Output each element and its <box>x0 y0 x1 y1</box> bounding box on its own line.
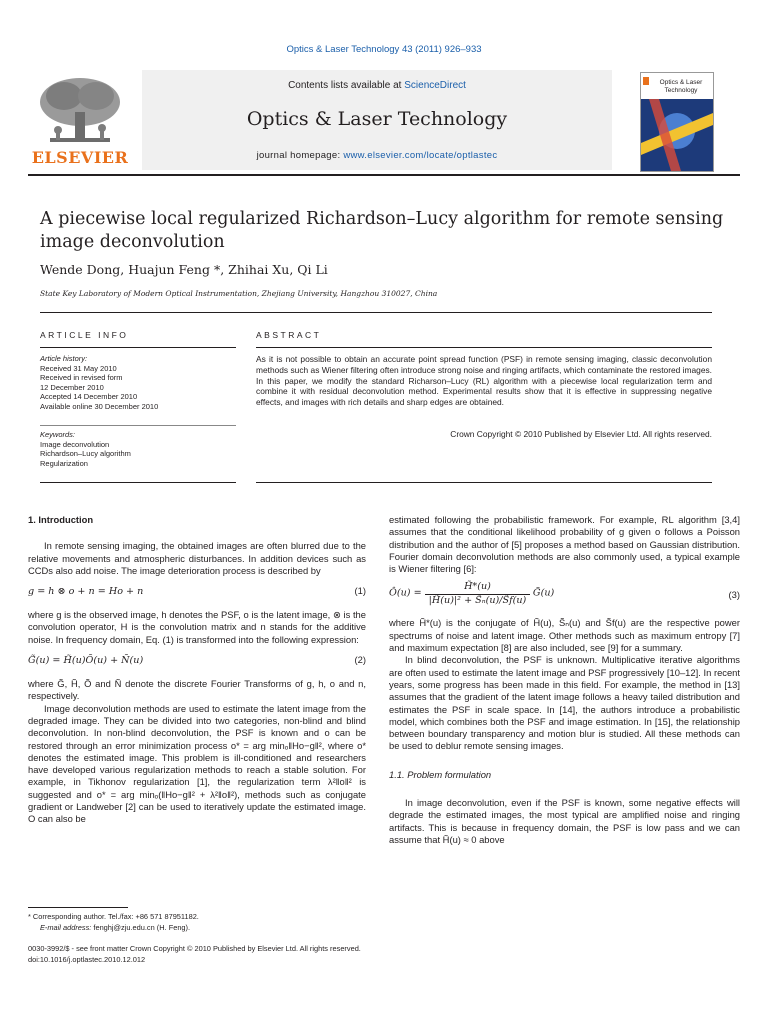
article-history <box>40 354 240 412</box>
email-note: E-mail address: fenghj@zju.edu.cn (H. Feng). <box>40 923 191 932</box>
copyright-line: Crown Copyright © 2010 Published by Elsevier Ltd. All rights reserved. <box>450 429 712 439</box>
info-divider <box>40 347 236 348</box>
abstract-heading: ABSTRACT <box>256 330 322 340</box>
doi-link[interactable]: doi:10.1016/j.optlastec.2010.12.012 <box>28 955 146 964</box>
contents-line: Contents lists available at ScienceDirect <box>288 80 466 91</box>
journal-title: Optics & Laser Technology <box>246 108 508 130</box>
abstract-bottom-divider <box>256 482 712 483</box>
keywords <box>40 430 240 468</box>
paragraph: where H̃*(u) is the conjugate of H̃(u), S̃ₙ(u) and S̃f(u) are the respective power spectrums of noise and latent image. Other methods such as maximum entropy [7] and maximum expectation [8] are also included, see [9] for a summary. <box>389 617 740 654</box>
homepage-link[interactable]: www.elsevier.com/locate/optlastec <box>343 150 498 161</box>
author-list: Wende Dong, Huajun Feng *, Zhihai Xu, Qi Li <box>40 262 328 277</box>
abstract-divider <box>256 347 712 348</box>
corresponding-author-note: * Corresponding author. Tel./fax: +86 571 87951182. <box>28 912 199 921</box>
elsevier-wordmark: ELSEVIER <box>31 148 129 167</box>
cover-title: Optics & Laser Technology <box>659 79 703 94</box>
equation-2-number: (2) <box>354 654 366 666</box>
equation-2-body: G̃(u) = H̃(u)Õ(u) + Ñ(u) <box>28 655 144 667</box>
equation-1-number: (1) <box>354 585 366 597</box>
footnote-divider <box>28 907 128 908</box>
issn-line: 0030-3992/$ - see front matter Crown Copyright © 2010 Published by Elsevier Ltd. All rights reserved. <box>28 944 361 953</box>
history-item: Received in revised form <box>40 373 123 383</box>
history-item: Received 31 May 2010 <box>40 363 117 373</box>
history-label: Article history: <box>40 354 88 363</box>
keyword-item: Regularization <box>40 458 88 468</box>
author-email[interactable]: fenghj@zju.edu.cn (H. Feng). <box>93 923 191 932</box>
keyword-item: Image deconvolution <box>40 439 110 449</box>
equation-1-body: g = h ⊗ o + n = Ho + n <box>28 586 144 598</box>
subsection-heading: 1.1. Problem formulation <box>389 768 492 780</box>
article-info-heading: ARTICLE INFO <box>40 330 129 340</box>
equation-3-denominator: |H̃(u)|² + S̃ₙ(u)/S̃f(u) <box>428 594 527 606</box>
header-divider <box>28 174 740 176</box>
homepage-line: journal homepage: www.elsevier.com/locate/optlastec <box>256 150 498 161</box>
keyword-item: Richardson–Lucy algorithm <box>40 449 131 459</box>
journal-reference[interactable]: Optics & Laser Technology 43 (2011) 926–933 <box>286 44 482 55</box>
affiliation: State Key Laboratory of Modern Optical Instrumentation, Zhejiang University, Hangzhou 310027, China <box>40 289 438 298</box>
equation-3-rhs: G̃(u) <box>532 588 555 600</box>
history-item: Available online 30 December 2010 <box>40 401 159 411</box>
paragraph: where g is the observed image, h denotes the PSF, o is the latent image, ⊗ is the convolution operator, H is the convolution matrix and n stands for the additive noise. In frequency domain, Eq. (1) is transformed into the following expression: <box>28 609 366 645</box>
history-item: 12 December 2010 <box>40 382 104 392</box>
equation-3-numerator: H̃*(u) <box>425 581 531 594</box>
cover-artwork-icon <box>641 73 713 171</box>
paragraph: In blind deconvolution, the PSF is unknown. Multiplicative iterative algorithms are often used to estimate the latent image and PSF progressively [10–12]. In recent years, some progress has been made in this field. For example, the method in [13] assumes that the gradient of the latent image follows a heavy tailed distribution and estimates the PSF in scale space. In [14], the authors introduce a probabilistic model, which combines both the PSF and image estimation. In [15], the relationship between boundary transparency and motion blur is studied. All these methods can be used to deblur remote sensing images. <box>389 654 740 752</box>
keywords-label: Keywords: <box>40 430 76 439</box>
equation-3-fraction <box>425 581 531 607</box>
abstract-text: As it is not possible to obtain an accurate point spread function (PSF) in remote sensing imaging, classic deconvolution methods such as Wiener filtering often introduce strong noise and ringing artifacts, which contaminate the restored images. In this paper, we modify the standard Richarson–Lucy (RL) algorithm with a piecewise local regularization term and combine it with residual deconvolution method. Experimental results show that it is effective in suppressing negative effects, and images with rich details and sharp edges are obtained. <box>256 354 712 408</box>
paragraph: In remote sensing imaging, the obtained images are often blurred due to the relative movements and atmospheric disturbances. In addition devices such as CCDs also add noise. The image deterioration process is described by <box>28 540 366 576</box>
keywords-divider <box>40 425 236 426</box>
sciencedirect-link[interactable]: ScienceDirect <box>404 80 466 91</box>
paragraph: where G̃, H̃, Õ and Ñ denote the discrete Fourier Transforms of g, h, o and n, respectively. <box>28 678 366 702</box>
section-heading-introduction: 1. Introduction <box>28 514 94 525</box>
paragraph: estimated following the probabilistic framework. For example, RL algorithm [3,4] assumes that the conditional likelihood probability of g given o follows a Poisson distribution and the author of [5] proposes a method based on Gaussian distribution. Fourier domain deconvolution methods are also commonly used, a typical example is Wiener filtering [6]: <box>389 514 740 575</box>
equation-1 <box>28 585 366 599</box>
paragraph: In image deconvolution, even if the PSF is known, some negative effects will degrade the estimated images, the most typical are amplified noise and ringing artifacts. This is because in frequency domain, the PSF is low pass and we can assume that H̃(u) ≈ 0 above <box>389 797 740 845</box>
journal-cover-thumbnail[interactable] <box>640 72 714 172</box>
history-item: Accepted 14 December 2010 <box>40 392 138 402</box>
right-column <box>389 514 740 846</box>
paragraph: Image deconvolution methods are used to estimate the latent image from the degraded image. They can be divided into two categories, non-blind and blind deconvolution. In non-blind deconvolution, the PSF is known and o can be restored through an error minimization process o* = arg minₒ‖Ho−g‖², where o* denotes the estimated image. This problem is ill-conditioned and researchers have developed various regularization methods to reach a stable solution. For example, in Tikhonov regularization [1], the regularization term λ²‖o‖² is suggested and o* = arg minₒ(‖Ho−g‖² + λ²‖o‖²), methods such as conjugate gradient or Landweber [2] can be used to iteratively update the estimated image. O can also be <box>28 702 366 825</box>
equation-3-lhs: Ô(u) = <box>389 588 425 600</box>
equation-3 <box>389 581 740 611</box>
paper-title: A piecewise local regularized Richardson–Lucy algorithm for remote sensing image deconvolution <box>40 209 724 252</box>
left-column <box>28 514 366 826</box>
title-divider <box>40 312 712 313</box>
info-bottom-divider <box>40 482 236 483</box>
equation-2 <box>28 654 366 668</box>
equation-3-number: (3) <box>728 589 740 601</box>
